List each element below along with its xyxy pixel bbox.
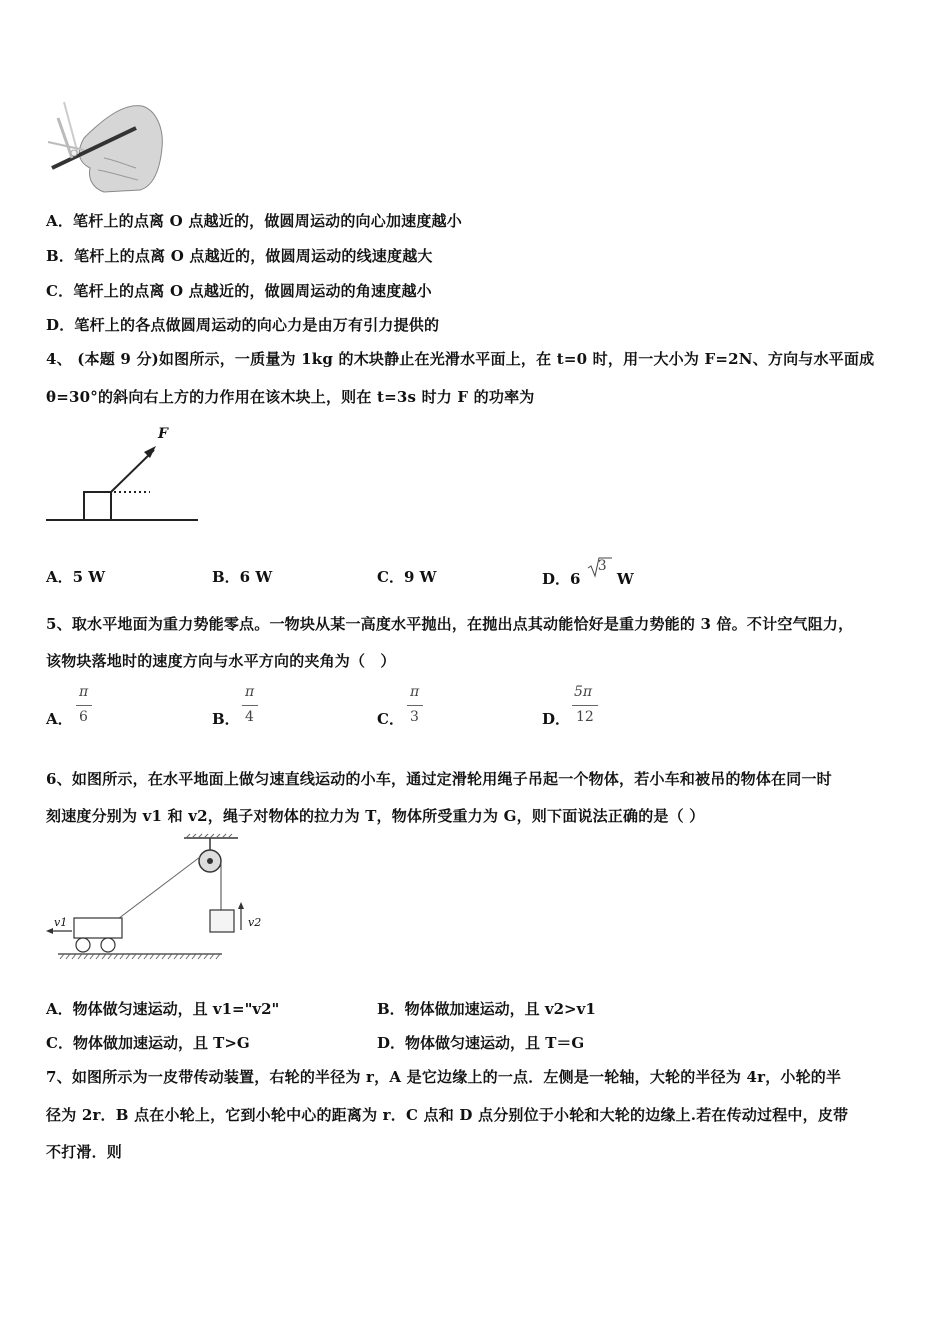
q4-option-a: A．5 W [46,568,106,586]
q5-option-a-denominator: 6 [79,709,88,725]
q4-stem-line1: 4、 (本题 9 分)如图所示，一质量为 1kg 的木块静止在光滑水平面上，在 t=0 时，用一大小为 F=2N、方向与水平面成 [46,350,875,368]
q6-option-d: D．物体做匀速运动，且 T＝G [377,1034,585,1052]
q5-option-b-denominator: 4 [245,709,254,725]
q6-v1-label: v1 [54,916,68,929]
q4-force-label: F [158,426,168,442]
q5-option-d-numerator: 5π [574,684,593,700]
q5-option-d-denominator: 12 [576,709,594,725]
q6-stem-line1: 6、如图所示，在水平地面上做匀速直线运动的小车，通过定滑轮用绳子吊起一个物体，若小车和被吊的物体在同一时 [46,770,832,788]
q4-option-c: C．9 W [377,568,437,586]
q3-option-b: B．笔杆上的点离 O 点越近的，做圆周运动的线速度越大 [46,247,433,265]
fraction-bar [242,705,258,706]
q6-option-c: C．物体做加速运动，且 T>G [46,1034,250,1052]
q6-stem-line2: 刻速度分别为 v1 和 v2，绳子对物体的拉力为 T，物体所受重力为 G，则下面说法正确的是（ ） [46,807,705,825]
q4-stem-line2: θ=30°的斜向右上方的力作用在该木块上，则在 t=3s 时力 F 的功率为 [46,388,535,406]
q7-stem-line3: 不打滑．则 [46,1143,123,1161]
q7-stem-line1: 7、如图所示为一皮带传动装置，右轮的半径为 r，A 是它边缘上的一点．左侧是一轮轴，大轮的半径为 4r，小轮的半 [46,1068,842,1086]
q5-option-c-denominator: 3 [410,709,419,725]
q7-stem-line2: 径为 2r．B 点在小轮上，它到小轮中心的距离为 r．C 点和 D 点分别位于小轮和大轮的边缘上.若在传动过程中，皮带 [46,1106,849,1124]
q6-v2-label: v2 [248,916,262,929]
q3-option-d: D．笔杆上的各点做圆周运动的向心力是由万有引力提供的 [46,316,440,334]
q4-option-d [542,558,634,589]
sqrt-radicand: 3 [597,558,607,574]
q5-option-d-label: D． [542,710,571,728]
q5-option-c-numerator: π [410,684,420,700]
q6-pulley-diagram [44,834,230,966]
q3-option-c: C．笔杆上的点离 O 点越近的，做圆周运动的角速度越小 [46,282,432,300]
q3-option-a: A．笔杆上的点离 O 点越近的，做圆周运动的向心加速度越小 [46,212,462,230]
q5-option-a-numerator: π [79,684,89,700]
q5-option-c-label: C． [377,710,404,728]
q5-stem-line2: 该物块落地时的速度方向与水平方向的夹角为（ ） [46,652,396,670]
q5-option-b-label: B． [212,710,240,728]
q4-force-diagram [44,428,204,524]
q5-option-a-label: A． [46,710,73,728]
q4-option-d-prefix: D．6 [542,570,581,588]
q6-option-a: A．物体做匀速运动，且 v1="v2" [46,1000,280,1018]
hand-spinning-pen-photo [44,98,168,194]
q5-stem-line1: 5、取水平地面为重力势能零点。一物块从某一高度水平抛出，在抛出点其动能恰好是重力势能的 3 倍。不计空气阻力， [46,615,854,633]
q5-option-b-numerator: π [245,684,255,700]
sqrt-symbol [586,558,612,584]
q4-option-b: B．6 W [212,568,273,586]
q6-option-b: B．物体做加速运动，且 v2>v1 [377,1000,596,1018]
fraction-bar [572,705,598,706]
fraction-bar [407,705,423,706]
q4-option-d-unit: W [616,570,634,588]
fraction-bar [76,705,92,706]
